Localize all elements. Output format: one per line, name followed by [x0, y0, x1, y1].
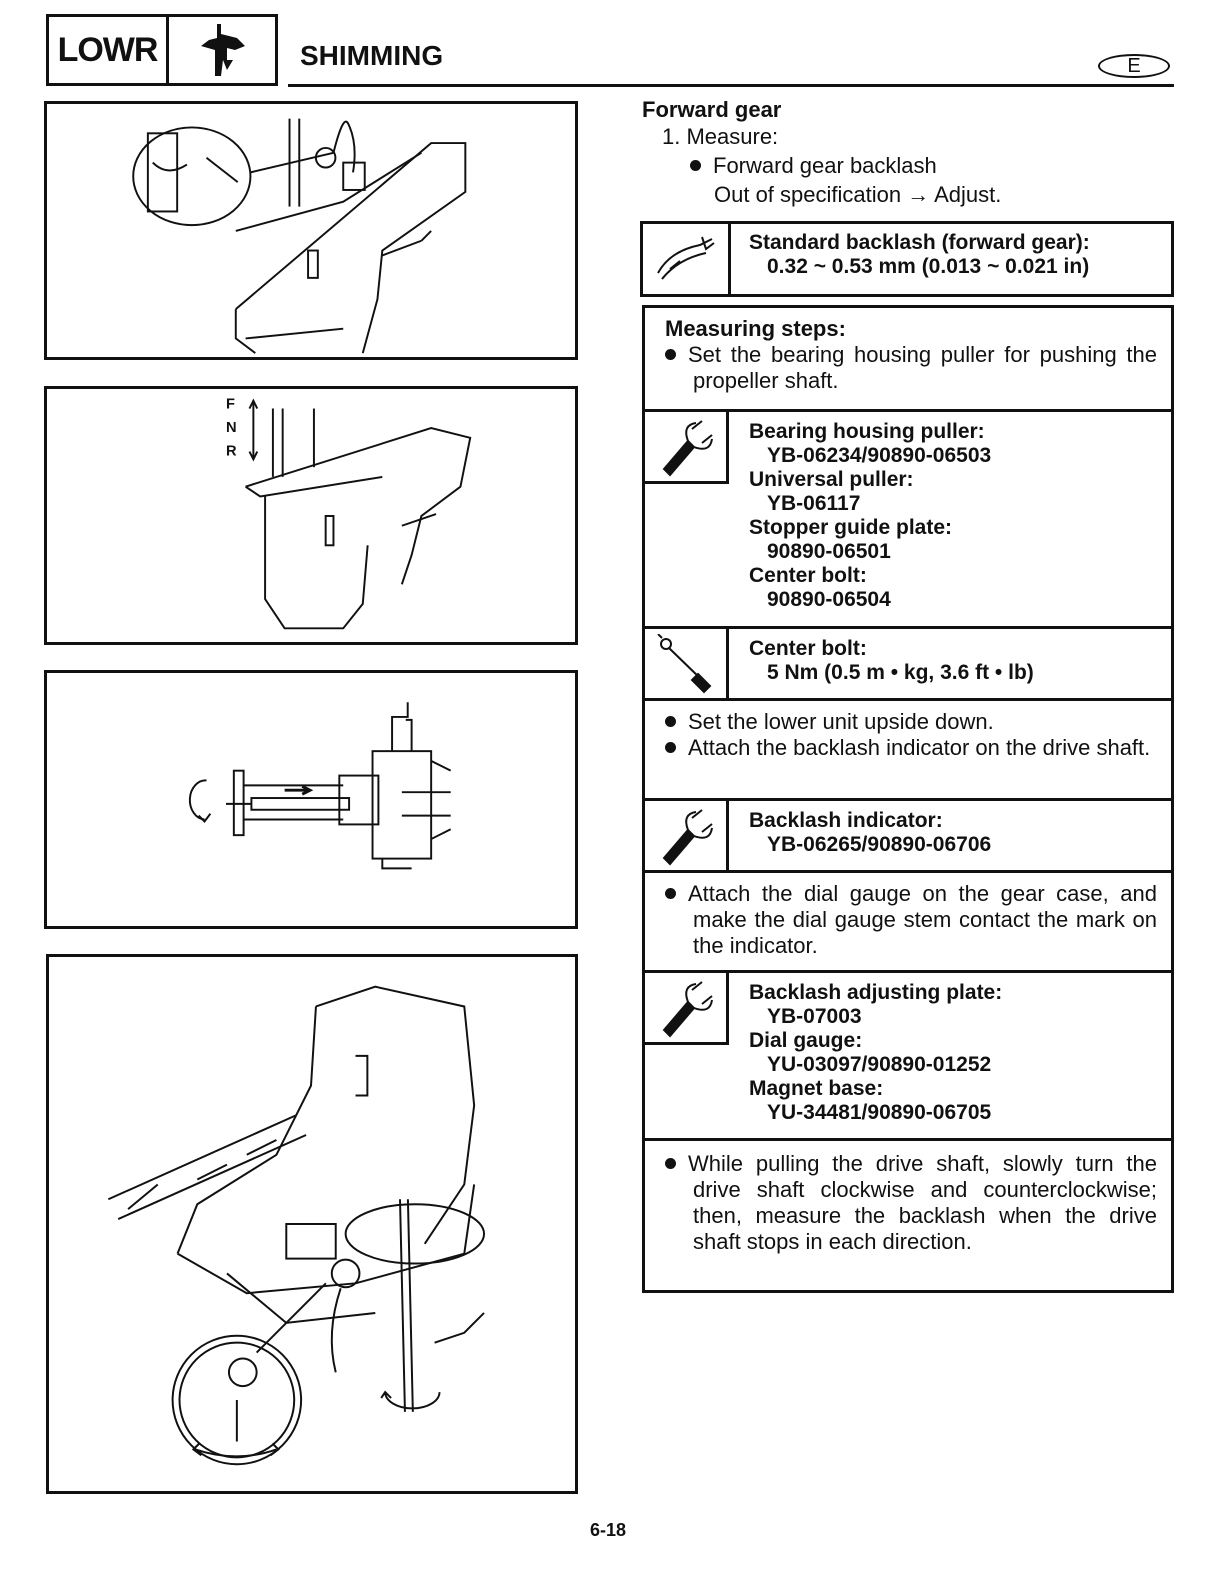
- tool4-name: Center bolt:: [749, 564, 867, 587]
- header-rule: [288, 84, 1174, 87]
- tool1-value: YB-06234/90890-06503: [767, 444, 992, 467]
- bullet-dot: [690, 160, 701, 171]
- bullet-dot: [665, 888, 676, 899]
- special-tool-icon: [645, 973, 729, 1045]
- torque-block: [645, 629, 1171, 701]
- page-title: SHIMMING: [300, 40, 444, 71]
- step-bearing-housing: Set the bearing housing puller for pushing the propeller shaft.: [665, 342, 1157, 394]
- tool2-value: YB-06117: [767, 492, 861, 515]
- bullet-backlash-text: Forward gear backlash: [713, 153, 937, 178]
- dial-gauge-value: YU-03097/90890-01252: [767, 1053, 992, 1076]
- torque-wrench-icon: [645, 629, 729, 698]
- tools-block-3: [645, 973, 1171, 1141]
- tools-block-2: [645, 801, 1171, 873]
- figure-bearing-puller: [44, 670, 578, 929]
- special-tool-icon: [645, 412, 729, 484]
- torque-value: 5 Nm (0.5 m • kg, 3.6 ft • lb): [767, 661, 1034, 684]
- plate-name: Backlash adjusting plate:: [749, 981, 1003, 1004]
- bullet-sub-text: Out of specification → Adjust.: [714, 182, 1002, 207]
- indicator-value: YB-06265/90890-06706: [767, 833, 992, 856]
- figure-dial-gauge-measurement: [46, 954, 578, 1494]
- bullet-dot: [665, 1158, 676, 1169]
- dial-gauge-name: Dial gauge:: [749, 1029, 863, 1052]
- figure-dial-gauge-setup: [44, 101, 578, 360]
- bullet-dot: [665, 716, 676, 727]
- section-code: LOWR: [49, 17, 169, 83]
- step-measure-backlash: While pulling the drive shaft, slowly turn the drive shaft clockwise and counterclockwise; then, measure the backlash when the drive shaft stops in each direction.: [665, 1151, 1157, 1255]
- section-heading: Forward gear: [642, 97, 782, 122]
- bullet-backlash: [690, 153, 937, 179]
- language-mark: E: [1098, 54, 1170, 78]
- dial-gauge-block: [645, 873, 1171, 973]
- tool3-name: Stopper guide plate:: [749, 516, 953, 539]
- measuring-procedure: [642, 305, 1174, 1293]
- spec-box: [640, 221, 1174, 297]
- plate-value: YB-07003: [767, 1005, 862, 1028]
- bullet-dot: [665, 349, 676, 360]
- magnet-base-name: Magnet base:: [749, 1077, 884, 1100]
- spec-label: Standard backlash (forward gear):: [749, 231, 1090, 254]
- final-step-block: [645, 1141, 1171, 1291]
- shift-label-reverse: R: [226, 443, 237, 460]
- bullet-dot: [665, 742, 676, 753]
- page-number: 6-18: [590, 1520, 627, 1540]
- spec-value: 0.32 ~ 0.53 mm (0.013 ~ 0.021 in): [767, 255, 1090, 278]
- lower-unit-icon: [169, 17, 275, 83]
- tool1-name: Bearing housing puller:: [749, 420, 985, 443]
- upside-down-block: [645, 701, 1171, 801]
- tool2-name: Universal puller:: [749, 468, 914, 491]
- step-upside-down: Set the lower unit upside down.: [665, 709, 1157, 735]
- step-measure: 1. Measure:: [662, 124, 779, 149]
- tool3-value: 90890-06501: [767, 540, 891, 563]
- tools-block-1: [645, 412, 1171, 629]
- shift-label-neutral: N: [226, 419, 237, 436]
- section-tab: [46, 14, 278, 86]
- figure-shift-position: [44, 386, 578, 645]
- magnet-base-value: YU-34481/90890-06705: [767, 1101, 992, 1124]
- step-attach-dial-gauge: Attach the dial gauge on the gear case, and make the dial gauge stem contact the mark on the indicator.: [665, 881, 1157, 959]
- caliper-icon: [643, 224, 731, 294]
- torque-name: Center bolt:: [749, 637, 867, 660]
- shift-label-forward: F: [226, 396, 235, 413]
- tool4-value: 90890-06504: [767, 588, 891, 611]
- special-tool-icon: [645, 801, 729, 870]
- step-attach-indicator: Attach the backlash indicator on the drive shaft.: [665, 735, 1157, 761]
- indicator-name: Backlash indicator:: [749, 809, 943, 832]
- measuring-steps-title: Measuring steps:: [665, 316, 846, 341]
- measuring-steps-block: [645, 308, 1171, 412]
